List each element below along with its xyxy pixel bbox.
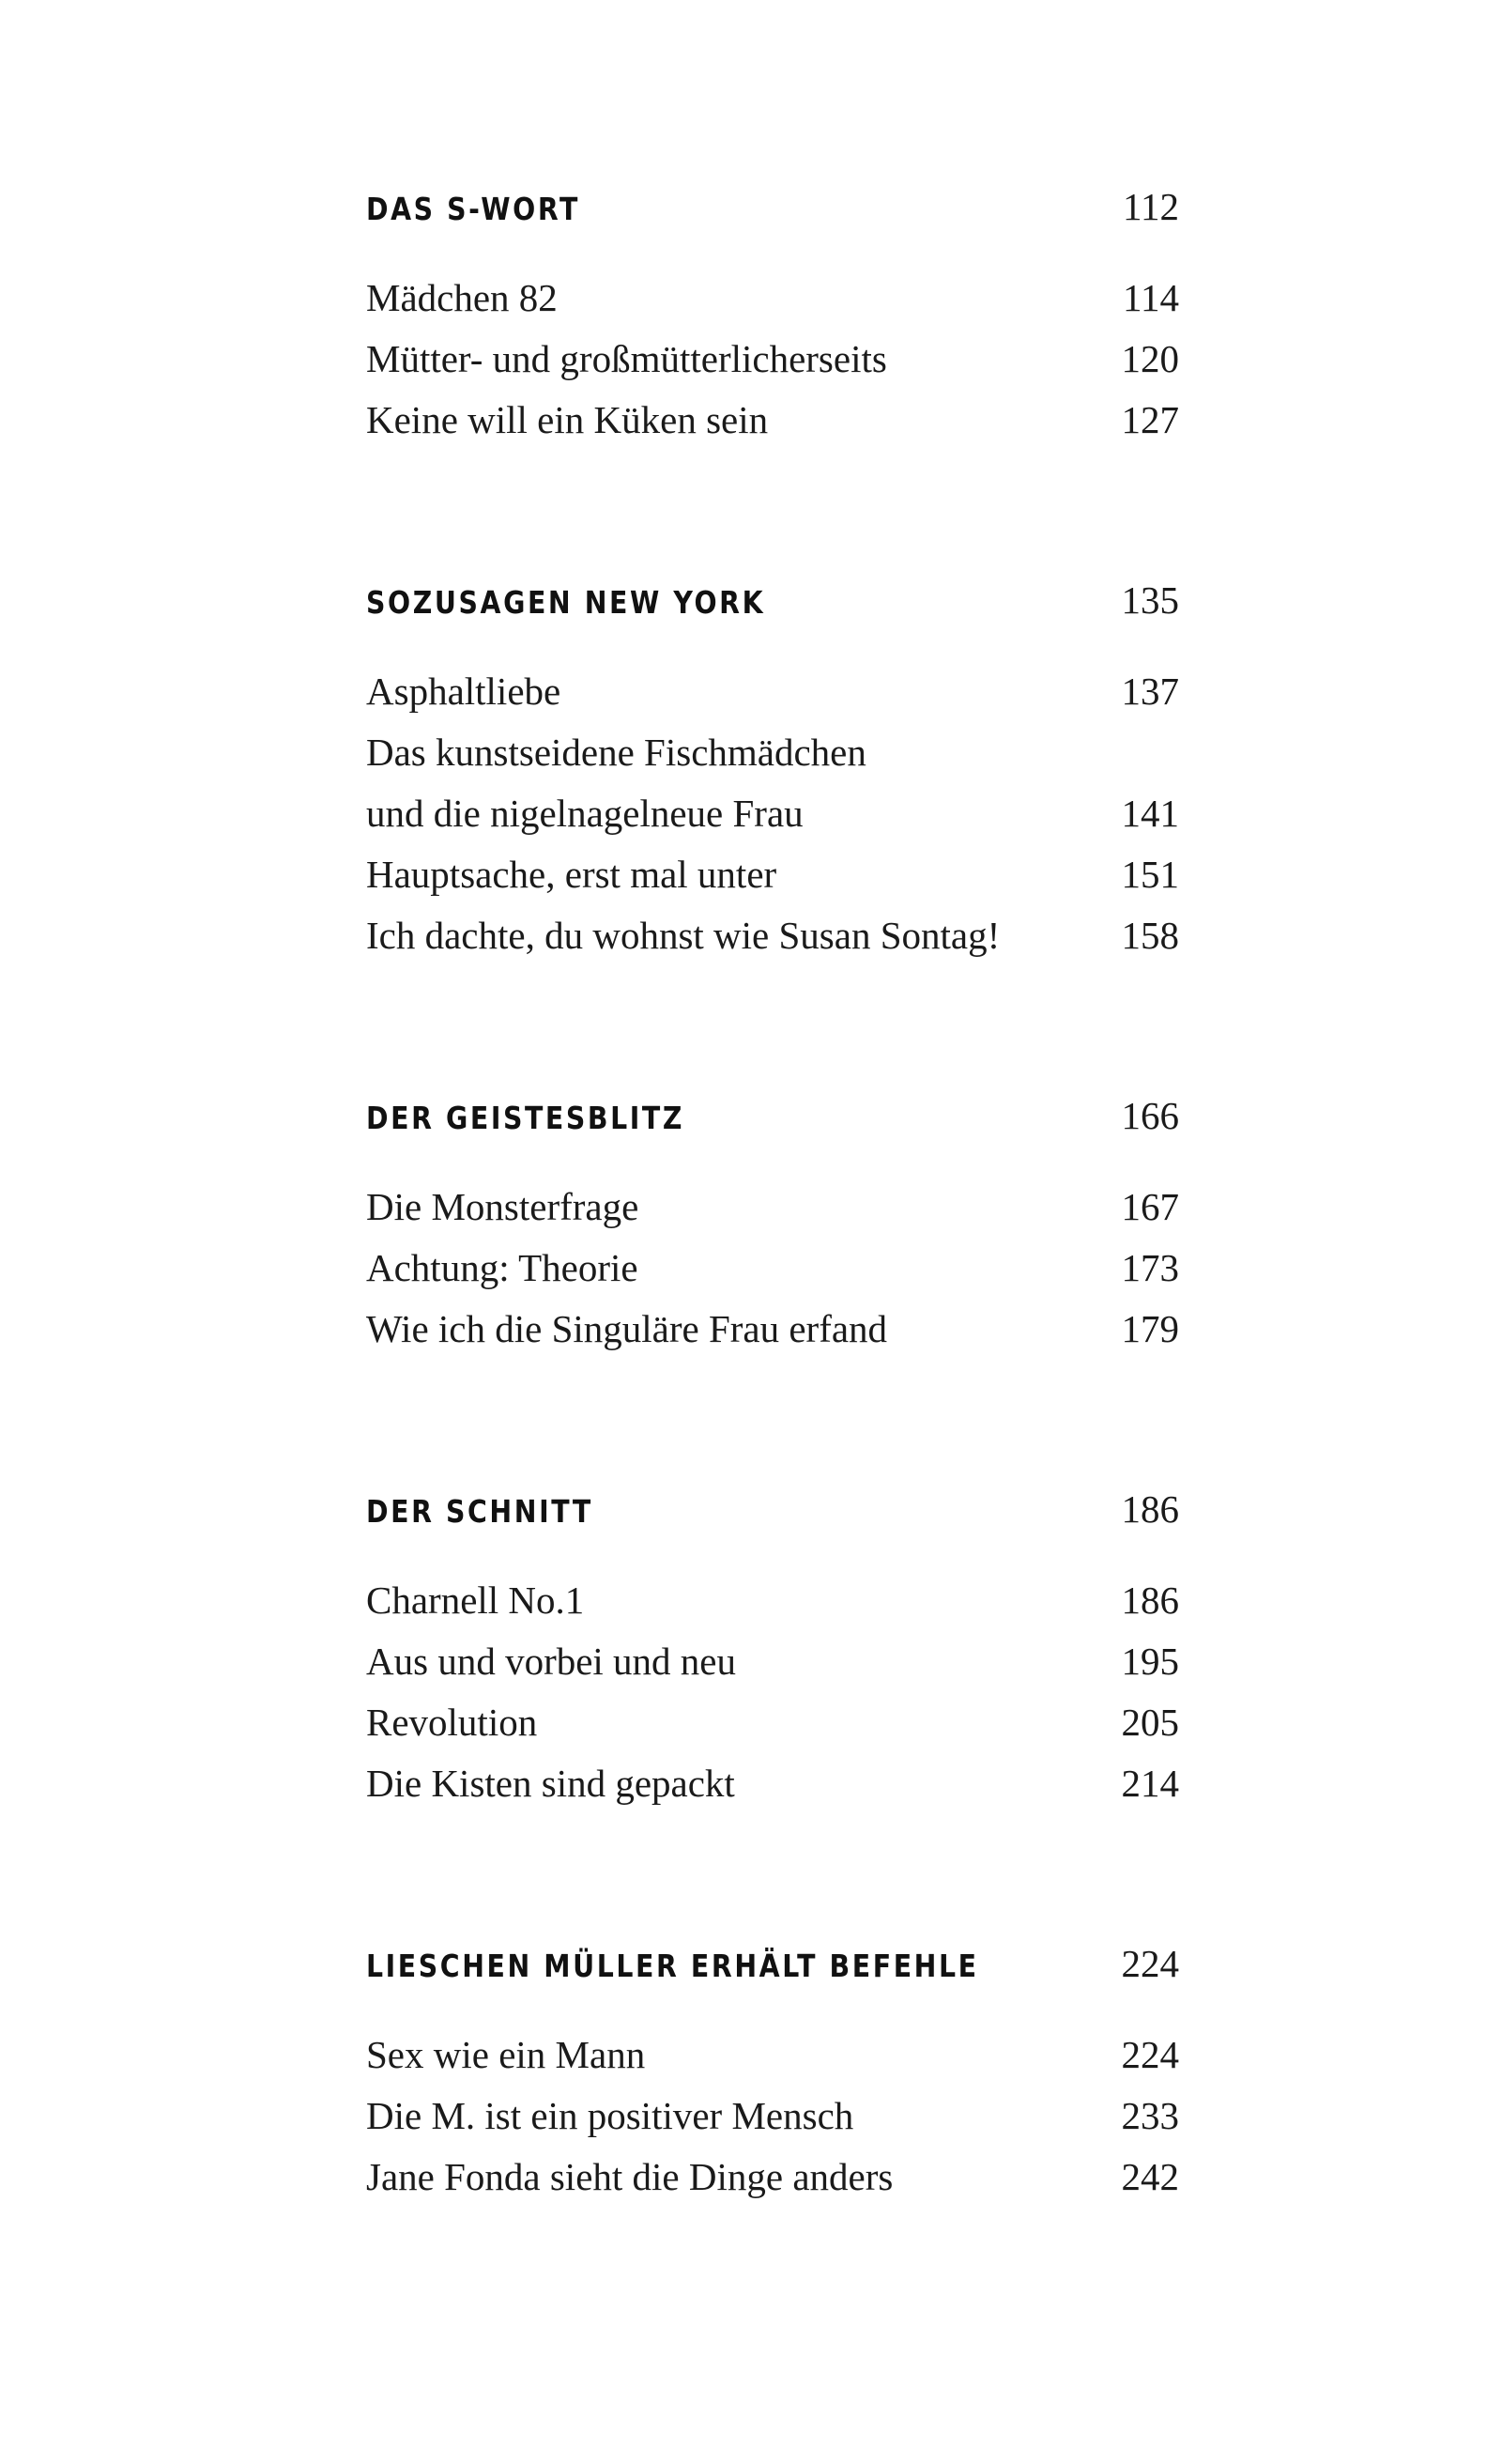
entry-title: Achtung: Theorie (366, 1246, 638, 1289)
entry-page-number: 173 (1121, 1246, 1179, 1289)
section-page-number: 112 (1123, 185, 1179, 228)
toc-entry (366, 2032, 1179, 2093)
toc-entry (366, 336, 1179, 397)
section-heading (366, 1941, 1179, 1992)
entry-page-number: 167 (1121, 1185, 1179, 1228)
section-page-number: 135 (1121, 578, 1179, 622)
toc-entry (366, 275, 1179, 336)
entry-title: Wie ich die Singuläre Frau erfand (366, 1307, 888, 1350)
toc-entry (366, 397, 1179, 458)
entry-page-number: 214 (1121, 1762, 1179, 1805)
entry-title: Mütter- und großmütterlicherseits (366, 337, 887, 380)
section-heading (366, 1093, 1179, 1144)
entry-page-number: 179 (1121, 1307, 1179, 1350)
section-title: DER GEISTESBLITZ (366, 1100, 685, 1136)
entry-title: Asphaltliebe (366, 670, 561, 713)
toc-entry (366, 2154, 1179, 2215)
entry-title: Keine will ein Küken sein (366, 398, 769, 441)
section-title: SOZUSAGEN NEW YORK (366, 584, 766, 621)
toc-section (366, 578, 1179, 974)
entry-page-number: 137 (1121, 670, 1179, 713)
entry-page-number: 127 (1121, 398, 1179, 441)
entry-page-number: 242 (1121, 2155, 1179, 2198)
toc-entry (366, 791, 1179, 852)
toc-section (366, 184, 1179, 458)
entry-title: Hauptsache, erst mal unter (366, 853, 777, 896)
entry-page-number: 114 (1123, 276, 1179, 319)
toc-section (366, 1486, 1179, 1822)
entry-page-number: 195 (1121, 1640, 1179, 1683)
entry-page-number: 186 (1121, 1578, 1179, 1622)
section-title: LIESCHEN MÜLLER ERHÄLT BEFEHLE (366, 1948, 979, 1984)
entry-title: Die Monsterfrage (366, 1185, 639, 1228)
entry-title: Aus und vorbei und neu (366, 1640, 737, 1683)
toc-entry (366, 1700, 1179, 1761)
entry-page-number: 224 (1121, 2033, 1179, 2076)
entry-page-number: 233 (1121, 2094, 1179, 2137)
toc-entry (366, 1184, 1179, 1245)
toc-entry (366, 730, 1179, 791)
section-title: DAS S-WORT (366, 191, 580, 227)
section-page-number: 224 (1121, 1942, 1179, 1985)
section-heading (366, 184, 1179, 235)
toc-entry (366, 852, 1179, 913)
entry-page-number: 205 (1121, 1701, 1179, 1744)
section-page-number: 166 (1121, 1094, 1179, 1137)
entry-title: Mädchen 82 (366, 276, 558, 319)
entry-title: Die Kisten sind gepackt (366, 1762, 735, 1805)
toc-entry (366, 1578, 1179, 1639)
toc-entry (366, 1306, 1179, 1367)
table-of-contents (366, 184, 1179, 2334)
entry-title: Sex wie ein Mann (366, 2033, 646, 2076)
entry-page-number: 141 (1121, 792, 1179, 835)
toc-entry (366, 1761, 1179, 1822)
toc-entry (366, 669, 1179, 730)
entry-title: Charnell No.1 (366, 1578, 585, 1622)
section-page-number: 186 (1121, 1487, 1179, 1531)
entry-page-number: 120 (1121, 337, 1179, 380)
toc-entry (366, 1639, 1179, 1700)
entry-page-number: 151 (1121, 853, 1179, 896)
entry-title: Das kunstseidene Fischmädchen (366, 731, 866, 774)
entry-title: und die nigelnagelneue Frau (366, 792, 804, 835)
toc-entry (366, 2093, 1179, 2154)
entry-page-number: 158 (1121, 914, 1179, 957)
toc-entry (366, 913, 1179, 974)
entry-title: Ich dachte, du wohnst wie Susan Sontag! (366, 914, 1001, 957)
toc-entry (366, 1245, 1179, 1306)
section-title: DER SCHNITT (366, 1493, 593, 1530)
entry-title: Revolution (366, 1701, 538, 1744)
entry-title: Jane Fonda sieht die Dinge anders (366, 2155, 894, 2198)
section-heading (366, 578, 1179, 628)
entry-title: Die M. ist ein positiver Mensch (366, 2094, 854, 2137)
section-heading (366, 1486, 1179, 1537)
toc-section (366, 1941, 1179, 2215)
toc-section (366, 1093, 1179, 1367)
